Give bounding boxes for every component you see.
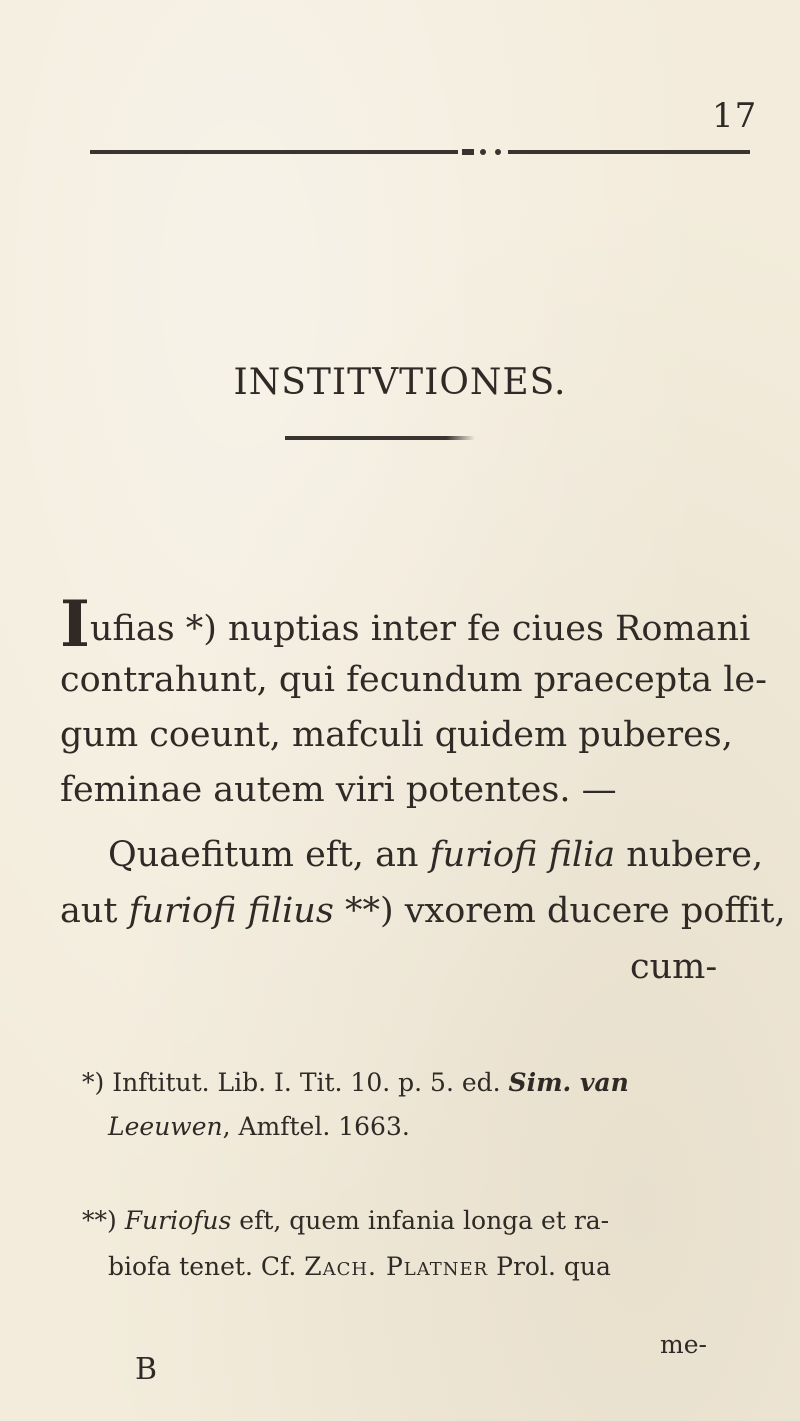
paragraph-1-line-3: gum coeunt, mafculi quidem puberes, bbox=[60, 715, 733, 755]
paragraph-1-line-2: contrahunt, qui fecundum praecepta le- bbox=[60, 660, 767, 700]
book-page: 17 INSTITVTIONES. Iufias *) nuptias inter fe ciues Romani contrahunt, qui fecundum praecepta le- gum coeunt, mafculi quidem puberes, feminae autem viri potentes. — Quaefitum eft, an furiofi filia nubere, aut furiofi filius **) vxorem ducere poffit, cum- *) Inftitut. Lib. I. Tit. 10. p. 5. ed. Sim. van Leeuwen, Amftel. 1663. **) Furiofus eft, quem infania longa et ra- biofa tenet. Cf. Zach. Platner Prol. qua me- B bbox=[0, 0, 800, 1421]
page-number: 17 bbox=[712, 96, 758, 136]
catchword-cum: cum- bbox=[630, 947, 718, 987]
heading-rule bbox=[285, 436, 475, 440]
paragraph-1-line-1: Iufias *) nuptias inter fe ciues Romani bbox=[60, 587, 751, 662]
section-heading: INSTITVTIONES. bbox=[233, 362, 567, 403]
signature-mark: B bbox=[135, 1352, 158, 1387]
paragraph-2-line-2: aut furiofi filius **) vxorem ducere poffit, bbox=[60, 891, 786, 931]
header-ornamental-rule bbox=[90, 150, 750, 155]
drop-cap: I bbox=[60, 587, 90, 662]
paragraph-1-line-4: feminae autem viri potentes. — bbox=[60, 770, 617, 810]
catchword-me: me- bbox=[660, 1330, 707, 1359]
paragraph-2-line-1: Quaefitum eft, an furiofi filia nubere, bbox=[108, 835, 764, 875]
